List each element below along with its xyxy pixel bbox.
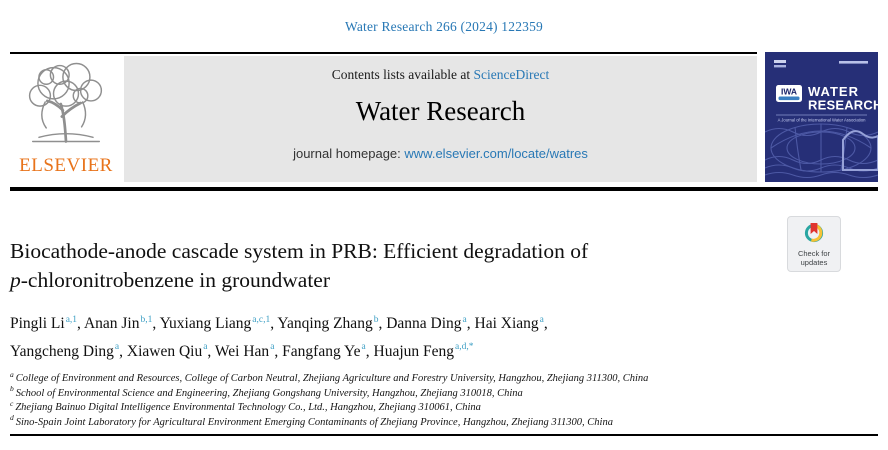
author-name[interactable]: Wei Han [214,342,270,360]
affiliation-list [10,369,870,430]
author-list: Pingli Li$^{a,1}$, Anan Jin$^{b,1}$, Yuxiang Liang$^{a,c,1}$, Yanqing Zhang$^b$, Danna Ding$^a$, Hai Xiang$^a$, Yangcheng Ding$^a$, Xiawen Qiu$^a$, Wei Han$^a$, Fangfang Ye$^a$, Huajun Feng$^{a,d,*}$ [10,314,548,360]
article-title-line2 [10,266,750,295]
affiliation-sup: c [10,398,14,408]
author-name[interactable]: Yuxiang Liang [159,315,252,332]
author-affiliation-sup: a [203,342,208,353]
sciencedirect-link[interactable]: ScienceDirect [473,67,550,82]
author-name[interactable]: Fangfang Ye [282,342,361,360]
header-top-rule [10,52,757,54]
title-italic-p: p [10,268,21,292]
cover-issue-text [839,61,868,64]
author-affiliation-sup: a,1 [65,314,78,325]
author-affiliation-sup: a,c,1 [252,314,271,325]
elsevier-logo[interactable] [10,56,122,182]
homepage-line [124,146,757,161]
author-name[interactable]: Pingli Li [10,315,65,332]
author-affiliation-sup: b,1 [140,314,153,325]
affiliation-row: $^b$ School of Environmental Science and Engineering, Zhejiang Gongshang University, Hangzhou, Zhejiang 310018, China [10,384,523,399]
cover-subtitle: A Journal of the International Water Association [777,117,866,123]
contents-line [124,67,757,83]
affiliation-sup: a [10,369,14,379]
author-name[interactable]: Xiawen Qiu [126,342,203,360]
iwa-logo [776,85,802,102]
author-name[interactable]: Hai Xiang [474,315,539,332]
article-title [10,237,750,295]
affiliation-sup: d [10,413,14,422]
author-name[interactable]: Yanqing Zhang [277,315,373,332]
author-affiliation-sup: a [361,342,366,353]
author-affiliation-sup: a,d,* [455,342,474,353]
author-affiliation-sup: a [270,342,275,353]
cover-title-line2: RESEARCH [808,97,878,113]
badge-text-line2: updates [800,257,828,267]
journal-cover[interactable] [765,52,878,182]
contents-line-text: Contents lists available at [331,67,474,82]
author-affiliation-sup: a [539,314,544,325]
header-divider-rule [10,187,878,191]
affiliation-sup: b [10,384,14,393]
author-affiliation-sup: a [114,342,120,353]
author-name[interactable]: Yangcheng Ding [10,342,114,360]
elsevier-tree-icon [14,56,118,150]
homepage-link[interactable]: www.elsevier.com/locate/watres [404,146,588,161]
author-name[interactable]: Anan Jin [83,315,140,332]
article-title-line1: Biocathode-anode cascade system in PRB: Efficient degradation of [10,239,589,263]
homepage-label: journal homepage: [293,146,405,161]
journal-title: Water Research [355,96,526,126]
author-affiliation-sup: b [373,314,379,325]
elsevier-wordmark: ELSEVIER [19,155,113,176]
affiliation-row: $^d$ Sino-Spain Joint Laboratory for Agricultural Environment Emerging Contaminants of Zhejiang Province, Hangzhou, Zhejiang 311300, China [10,413,613,428]
affiliation-row: $^c$ Zhejiang Bainuo Digital Intelligence Environmental Technology Co., Ltd., Hangzhou, Zhejiang 310061, China [10,398,481,413]
crossmark-icon [802,220,826,244]
author-name[interactable]: Danna Ding [386,315,462,332]
affiliation-row: $^a$ College of Environment and Resources, College of Carbon Neutral, Zhejiang Agriculture and Forestry University, Hangzhou, Zhejiang 311300, China [10,369,649,384]
title-line2-rest: -chloronitrobenzene in groundwater [20,268,330,292]
journal-citation: Water Research 266 (2024) 122359 [344,19,543,34]
journal-header-band [124,56,757,182]
check-for-updates-badge[interactable] [787,216,841,272]
cover-title-line1: WATER [808,84,859,99]
footer-rule [10,434,878,436]
author-affiliation-sup: a [462,314,467,325]
author-name[interactable]: Huajun Feng [373,342,455,360]
iwa-label: IWA [780,86,798,97]
badge-text-line1: Check for [797,249,831,258]
